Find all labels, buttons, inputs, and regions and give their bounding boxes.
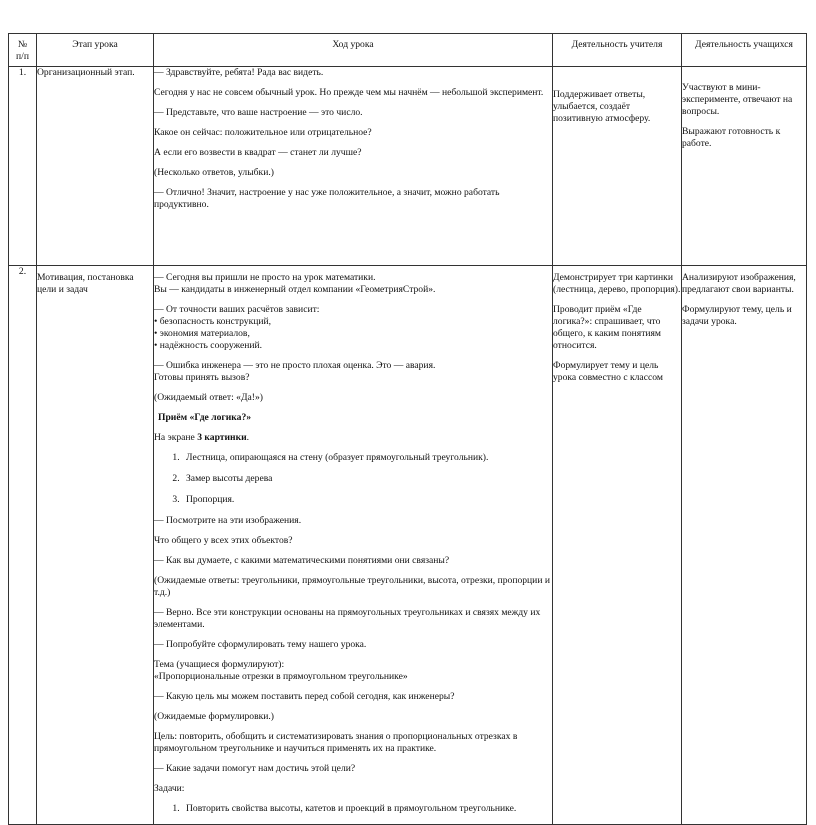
pictures-list: [154, 452, 552, 506]
course-line: (Ожидаемые формулировки.): [154, 710, 275, 722]
teacher-text: Поддерживает ответы, улыбается, создаёт позитивную атмосферу.: [553, 89, 651, 124]
table-row: [9, 67, 807, 266]
lesson-plan-table: [8, 33, 807, 825]
course-line: Тема (учащиеся формулируют):: [154, 658, 285, 670]
course-line: Сегодня у нас не совсем обычный урок. Но прежде чем мы начнём — небольшой эксперимент.: [154, 86, 544, 98]
header-num: № п/п: [9, 34, 37, 67]
course-line: Какое он сейчас: положительное или отрицательное?: [154, 126, 372, 138]
bullet-item: • безопасность конструкций,: [154, 315, 272, 327]
course-line: — Попробуйте сформулировать тему нашего урока.: [154, 638, 367, 650]
course-line: Задачи:: [154, 782, 185, 794]
stage-cell: [37, 266, 154, 825]
row-number: 1.: [9, 67, 37, 266]
course-line: — Как вы думаете, с какими математическими понятиями они связаны?: [154, 554, 450, 566]
course-line: А если его возвести в квадрат — станет ли лучше?: [154, 146, 362, 158]
stage-text: Мотивация, постановка цели и задач: [37, 272, 134, 295]
list-item: 1. Повторить свойства высоты, катетов и проекций в прямоугольном треугольнике.: [182, 803, 552, 815]
pictures-count: 3 картинки: [197, 431, 247, 443]
course-line: Вы — кандидаты в инженерный отдел компании «ГеометрияСтрой».: [154, 283, 436, 295]
teacher-cell: [553, 266, 682, 825]
course-line: — Отлично! Значит, настроение у нас уже положительное, а значит, можно работать продуктивно.: [154, 186, 500, 210]
course-line: — Верно. Все эти конструкции основаны на прямоугольных треугольниках и связях между их элементами.: [154, 606, 541, 630]
course-line: Что общего у всех этих объектов?: [154, 534, 293, 546]
course-line: — Посмотрите на эти изображения.: [154, 514, 302, 526]
students-text: Участвуют в мини-эксперименте, отвечают на вопросы.: [682, 82, 793, 117]
course-line: [154, 432, 552, 444]
teacher-text: Формулирует тему и цель урока совместно с классом: [553, 359, 663, 383]
teacher-text: Демонстрирует три картинки (лестница, дерево, пропорция).: [553, 272, 681, 295]
course-line: — Здравствуйте, ребята! Рада вас видеть.: [154, 67, 324, 78]
course-line: (Ожидаемые ответы: треугольники, прямоугольные треугольники, высота, отрезки, пропорции и т.д.): [154, 574, 550, 598]
course-line: — Ошибка инженера — это не просто плохая оценка. Это — авария.: [154, 359, 436, 371]
course-line: (Ожидаемый ответ: «Да!»): [154, 391, 263, 403]
stage-cell: [37, 67, 154, 266]
course-line: — Представьте, что ваше настроение — это число.: [154, 106, 363, 118]
students-cell: [682, 67, 807, 266]
course-line: — Какую цель мы можем поставить перед собой сегодня, как инженеры?: [154, 690, 455, 702]
row-number: 2.: [9, 266, 37, 825]
bullet-item: • надёжность сооружений.: [154, 339, 263, 351]
teacher-cell: [553, 67, 682, 266]
screen-text: На экране: [154, 431, 198, 443]
header-row: [9, 34, 807, 67]
header-students: Деятельность учащихся: [682, 34, 807, 67]
students-text: Формулируют тему, цель и задачи урока.: [682, 303, 792, 327]
stage-text: Организационный этап.: [37, 67, 135, 78]
technique-title: Приём «Где логика?»: [158, 411, 252, 423]
list-item: 3. Пропорция.: [182, 494, 552, 506]
tasks-list: [154, 803, 552, 815]
course-line: — От точности ваших расчётов зависит:: [154, 303, 320, 315]
header-teacher: Деятельность учителя: [553, 34, 682, 67]
students-text: Анализируют изображения, предлагают свои варианты.: [682, 272, 796, 295]
course-line: (Несколько ответов, улыбки.): [154, 166, 274, 178]
course-cell: [154, 67, 553, 266]
students-text: Выражают готовность к работе.: [682, 125, 781, 149]
course-line: — Сегодня вы пришли не просто на урок математики.: [154, 272, 376, 283]
students-cell: [682, 266, 807, 825]
lesson-goal: Цель: повторить, обобщить и систематизировать знания о пропорциональных отрезках в прямоугольном треугольнике и научиться применять их на практике.: [154, 730, 518, 754]
table-row: [9, 266, 807, 825]
period: .: [246, 431, 250, 443]
list-item: 1. Лестница, опирающаяся на стену (образует прямоугольный треугольник).: [182, 452, 552, 464]
bullet-item: • экономия материалов,: [154, 327, 250, 339]
course-line: — Какие задачи помогут нам достичь этой цели?: [154, 762, 356, 774]
lesson-topic: «Пропорциональные отрезки в прямоугольном треугольнике»: [154, 670, 408, 682]
header-stage: Этап урока: [37, 34, 154, 67]
header-course: Ход урока: [154, 34, 553, 67]
course-cell: [154, 266, 553, 825]
course-line: Готовы принять вызов?: [154, 371, 250, 383]
list-item: 2. Замер высоты дерева: [182, 473, 552, 485]
teacher-text: Проводит приём «Где логика?»: спрашивает, что общего, к каким понятиям относится.: [553, 303, 661, 351]
